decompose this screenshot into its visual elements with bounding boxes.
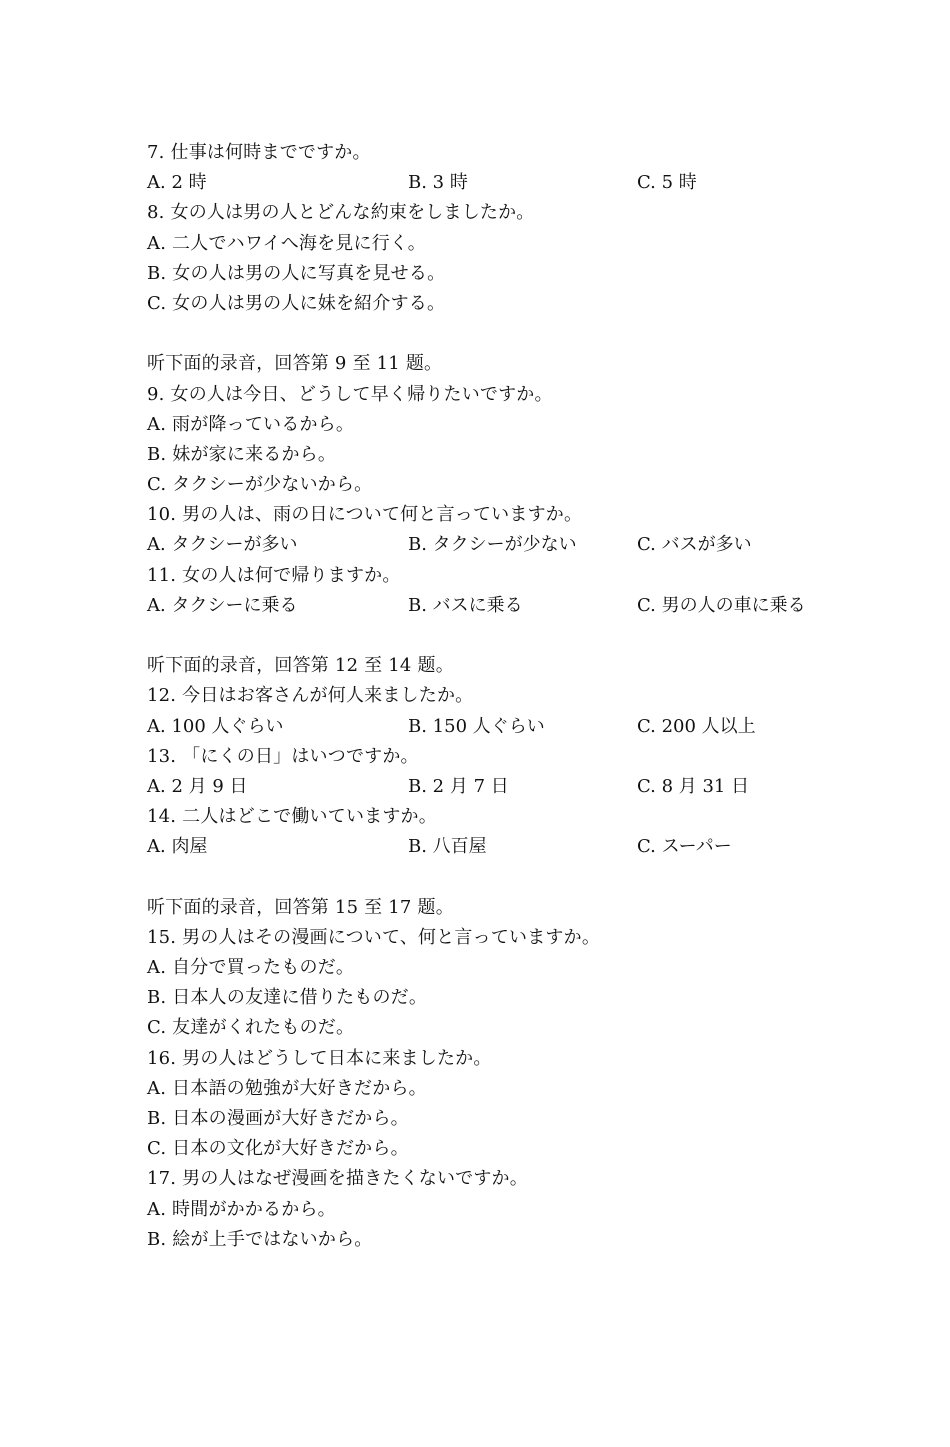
section-spacer bbox=[147, 319, 847, 349]
answer-option: B. 八百屋 bbox=[408, 836, 487, 858]
answer-option: C. 200 人以上 bbox=[637, 715, 756, 737]
question-text: 7. 仕事は何時までですか。 bbox=[147, 142, 371, 163]
answer-option: C. 男の人の車に乗る bbox=[637, 594, 806, 616]
answer-option: C. スーパー bbox=[637, 836, 732, 858]
question-text: 15. 男の人はその漫画について、何と言っていますか。 bbox=[147, 926, 601, 948]
answer-option: B. 日本の漫画が大好きだから。 bbox=[147, 1108, 409, 1129]
answer-option: A. 雨が降っているから。 bbox=[147, 413, 355, 435]
answer-option: A. タクシーが多い bbox=[147, 534, 298, 556]
answer-option: B. 2 月 7 日 bbox=[408, 775, 509, 797]
section-instruction: 听下面的录音，回答第 12 至 14 题。 bbox=[147, 655, 454, 677]
question-text: 10. 男の人は、雨の日について何と言っていますか。 bbox=[147, 504, 583, 526]
question-text: 14. 二人はどこで働いていますか。 bbox=[147, 806, 437, 828]
answer-option: B. 150 人ぐらい bbox=[408, 715, 545, 737]
section-instruction: 听下面的录音，回答第 15 至 17 题。 bbox=[147, 896, 454, 918]
listening-questions bbox=[147, 138, 847, 1255]
answer-option: C. 女の人は男の人に妹を紹介する。 bbox=[147, 292, 446, 314]
answer-option: B. 絵が上手ではないから。 bbox=[147, 1228, 373, 1250]
answer-option: A. 二人でハワイへ海を見に行く。 bbox=[147, 232, 426, 254]
question-text: 13. 「にくの日」はいつですか。 bbox=[147, 745, 419, 767]
answer-option: B. タクシーが少ない bbox=[408, 534, 577, 556]
question-text: 16. 男の人はどうして日本に来ましたか。 bbox=[147, 1047, 492, 1069]
section-instruction: 听下面的录音，回答第 9 至 11 题。 bbox=[147, 353, 443, 375]
answer-option: A. 時間がかかるから。 bbox=[147, 1198, 336, 1220]
options-row bbox=[147, 832, 847, 862]
question-text: 8. 女の人は男の人とどんな約束をしましたか。 bbox=[147, 202, 535, 224]
answer-option: C. 5 時 bbox=[637, 172, 697, 194]
answer-option: B. 日本人の友達に借りたものだ。 bbox=[147, 987, 428, 1009]
answer-option: A. タクシーに乗る bbox=[147, 594, 298, 616]
answer-option: B. 妹が家に来るから。 bbox=[147, 443, 337, 465]
options-row bbox=[147, 772, 847, 802]
question-text: 11. 女の人は何で帰りますか。 bbox=[147, 564, 401, 586]
answer-option: C. 日本の文化が大好きだから。 bbox=[147, 1138, 409, 1160]
answer-option: C. 友達がくれたものだ。 bbox=[147, 1017, 355, 1039]
answer-option: B. バスに乗る bbox=[408, 594, 523, 616]
question-text: 17. 男の人はなぜ漫画を描きたくないですか。 bbox=[147, 1168, 528, 1190]
options-row bbox=[147, 530, 847, 560]
options-row bbox=[147, 591, 847, 621]
answer-option: A. 100 人ぐらい bbox=[147, 715, 284, 737]
answer-option: A. 2 時 bbox=[147, 172, 207, 194]
question-text: 12. 今日はお客さんが何人来ましたか。 bbox=[147, 685, 474, 707]
answer-option: B. 女の人は男の人に写真を見せる。 bbox=[147, 262, 446, 284]
question-text: 9. 女の人は今日、どうして早く帰りたいですか。 bbox=[147, 383, 553, 405]
answer-option: A. 2 月 9 日 bbox=[147, 775, 248, 797]
answer-option: A. 日本語の勉強が大好きだから。 bbox=[147, 1077, 427, 1099]
answer-option: B. 3 時 bbox=[408, 172, 468, 194]
answer-option: C. タクシーが少ないから。 bbox=[147, 474, 373, 496]
section-spacer bbox=[147, 621, 847, 651]
answer-option: C. バスが多い bbox=[637, 534, 752, 556]
options-row bbox=[147, 712, 847, 742]
answer-option: A. 自分で買ったものだ。 bbox=[147, 957, 355, 979]
answer-option: A. 肉屋 bbox=[147, 836, 208, 858]
options-row bbox=[147, 168, 847, 198]
answer-option: C. 8 月 31 日 bbox=[637, 775, 750, 797]
section-spacer bbox=[147, 863, 847, 893]
